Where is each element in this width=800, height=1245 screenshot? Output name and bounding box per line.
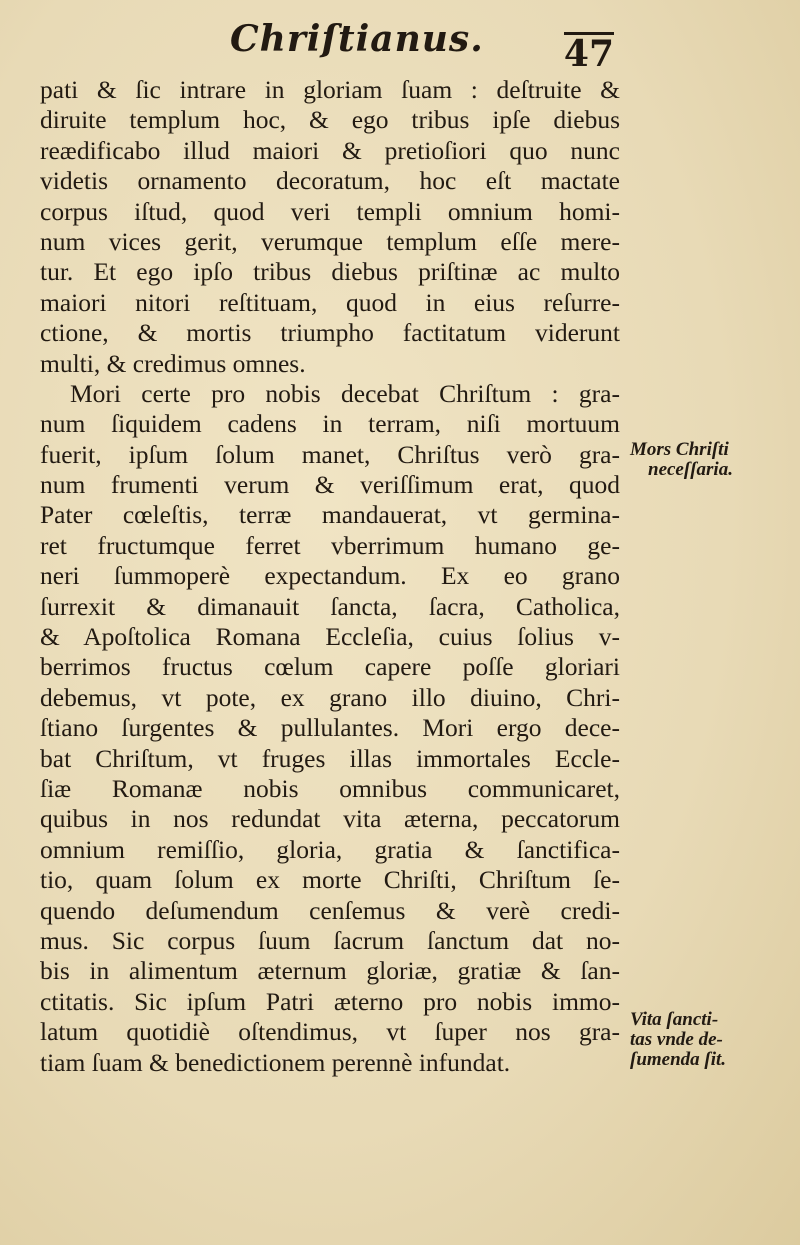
marginal-note-mors-christi — [630, 440, 795, 480]
text-line: Pater cœleſtis, terræ mandauerat, vt germina- — [40, 500, 620, 530]
paragraph-end-line: multi, & credimus omnes. — [40, 348, 306, 378]
text-line: & Apoſtolica Romana Eccleſia, cuius ſolius v- — [40, 622, 620, 652]
marginal-note-vita-sanctitas — [630, 1010, 795, 1070]
page-header — [40, 12, 620, 75]
text-line: bat Chriſtum, vt fruges illas immortales Eccle- — [40, 743, 620, 773]
text-line: bis in alimentum æternum gloriæ, gratiæ & ſan- — [40, 956, 620, 986]
text-line: reædificabo illud maiori & pretioſiori quo nunc — [40, 135, 620, 165]
marginal-note-line: Vita ſancti- — [630, 1009, 719, 1030]
text-line: omnium remiſſio, gloria, gratia & ſanctifica- — [40, 834, 620, 864]
text-line: tio, quam ſolum ex morte Chriſti, Chriſtum ſe- — [40, 865, 620, 895]
text-line: diruite templum hoc, & ego tribus ipſe diebus — [40, 105, 620, 135]
text-line: ſtiano ſurgentes & pullulantes. Mori ergo dece- — [40, 713, 620, 743]
page-number: 47 — [563, 33, 614, 75]
running-title: Chriſtianus. — [230, 18, 484, 60]
marginal-note-line: neceſſaria. — [648, 459, 733, 480]
text-line: ctitatis. Sic ipſum Patri æterno pro nobis immo- — [40, 986, 620, 1016]
text-line: num frumenti verum & veriſſimum erat, quod — [40, 470, 620, 500]
text-line: berrimos fructus cœlum capere poſſe gloriari — [40, 652, 620, 682]
text-line: debemus, vt pote, ex grano illo diuino, Chri- — [40, 682, 620, 712]
text-line: mus. Sic corpus ſuum ſacrum ſanctum dat no- — [40, 925, 620, 955]
text-line: pati & ſic intrare in gloriam ſuam : deſtruite & — [40, 75, 620, 104]
text-line: fuerit, ipſum ſolum manet, Chriſtus verò gra- — [40, 439, 620, 469]
text-line: ctione, & mortis triumpho factitatum viderunt — [40, 318, 620, 348]
text-line: ſurrexit & dimanauit ſancta, ſacra, Catholica, — [40, 591, 620, 621]
text-line: quibus in nos redundat vita æterna, peccatorum — [40, 804, 620, 834]
text-line: corpus iſtud, quod veri templi omnium homi- — [40, 196, 620, 226]
paragraph-end-line: tiam ſuam & benedictionem perennè infundat. — [40, 1047, 511, 1077]
text-line: maiori nitori reſtituam, quod in eius reſurre- — [40, 287, 620, 317]
main-text-block — [40, 75, 620, 1078]
text-line: tur. Et ego ipſo tribus diebus priſtinæ ac multo — [40, 257, 620, 287]
paragraph-start-line: Mori certe pro nobis decebat Chriſtum : gra- — [70, 378, 620, 408]
text-line: neri ſummoperè expectandum. Ex eo grano — [40, 561, 620, 591]
marginal-note-line: tas vnde de- — [630, 1029, 723, 1050]
marginal-note-line: ſumenda ſit. — [630, 1049, 727, 1070]
marginal-note-line: Mors Chriſti — [630, 439, 729, 460]
text-line: latum quotidiè oſtendimus, vt ſuper nos gra- — [40, 1017, 620, 1047]
text-line: ſiæ Romanæ nobis omnibus communicaret, — [40, 773, 620, 803]
text-line: ret fructumque ferret vberrimum humano ge- — [40, 530, 620, 560]
text-line: videtis ornamento decoratum, hoc eſt mactate — [40, 166, 620, 196]
text-line: quendo deſumendum cenſemus & verè credi- — [40, 895, 620, 925]
text-line: num vices gerit, verumque templum eſſe mere- — [40, 226, 620, 256]
text-line: num ſiquidem cadens in terram, niſi mortuum — [40, 409, 620, 439]
